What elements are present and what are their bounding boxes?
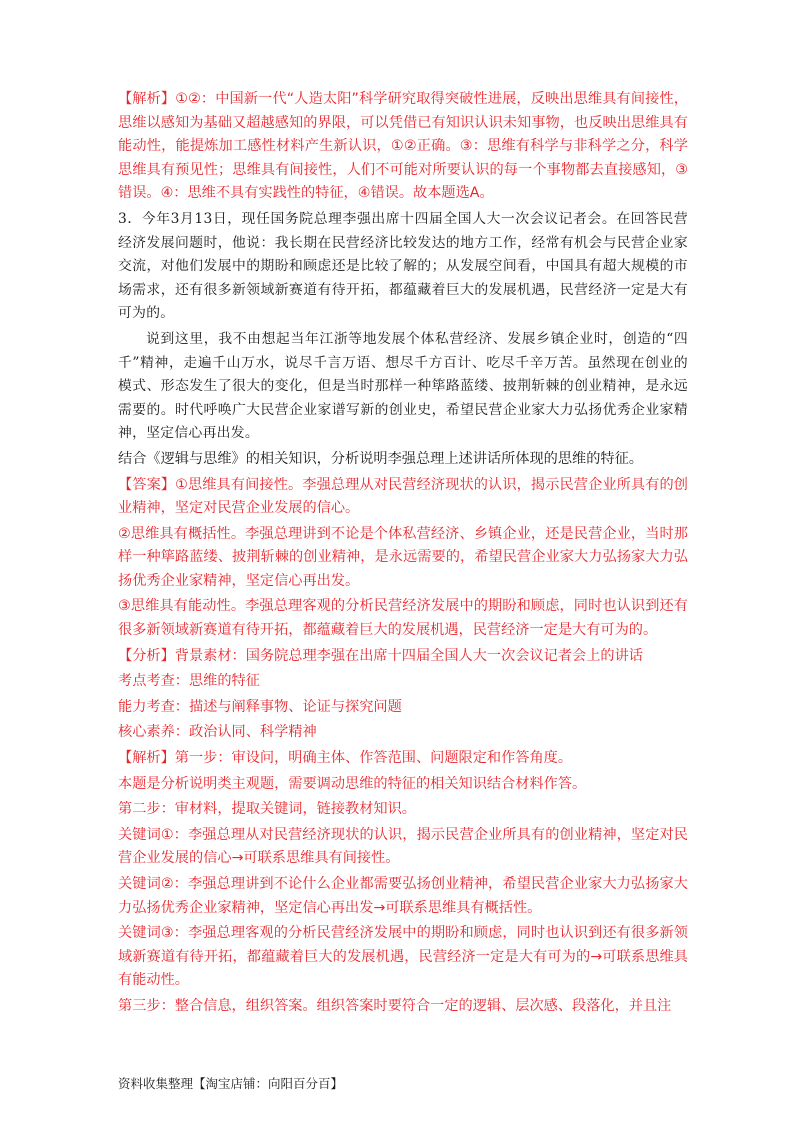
answer-point-2: ②思维具有概括性。李强总理讲到不论是个体私营经济、乡镇企业，还是民营企业，当时那样一种筚路蓝缕、披荆斩棘的创业精神，是永远需要的，希望民营企业家大力弘扬家大力弘扬优秀企业家精神，坚定信心再出发。 [118,525,688,589]
page-footer: 资料收集整理【淘宝店铺：向阳百分百】 [118,1076,344,1091]
analysis-paragraph-q2: 【解析】①②：中国新一代“人造太阳”科学研究取得突破性进展，反映出思维具有间接性，思维以感知为基础又超越感知的界限，可以凭借已有知识认识未知事物，也反映出思维具有能动性，能提炼加工感性材料产生新认识，①②正确。③：思维有科学与非科学之分，科学思维具有预见性；思维具有间接性，人们不可能对所要认识的每一个事物都去直接感知，③错误。④：思维不具有实践性的特征，④错误。故本题选A。 [118,91,688,202]
keyword-1: 关键词①：李强总理从对民营经济现状的认识，揭示民营企业所具有的创业精神，坚定对民营企业发展的信心→可联系思维具有间接性。 [118,826,688,867]
solution-step-2: 第二步：审材料，提取关键词，链接教材知识。 [118,801,416,818]
keyword-2: 关键词②：李强总理讲到不论什么企业都需要弘扬创业精神，希望民营企业家大力弘扬家大力弘扬优秀企业家精神，坚定信心再出发→可联系思维具有概括性。 [118,876,688,916]
analysis-background: 【分析】背景素材：国务院总理李强在出席十四届全国人大一次会议记者会上的讲话 [118,647,643,664]
question-3-prompt: 结合《逻辑与思维》的相关知识，分析说明李强总理上述讲话所体现的思维的特征。 [118,450,643,467]
solution-step-1-detail: 本题是分析说明类主观题，需要调动思维的特征的相关知识结合材料作答。 [118,775,587,792]
solution-step-3: 第三步：整合信息，组织答案。组织答案时要符合一定的逻辑、层次感、段落化，并且注 [118,997,672,1014]
analysis-ability: 能力考查：描述与阐释事物、论证与探究问题 [118,698,402,715]
question-3-stem: 3．今年3月13日，现任国务院总理李强出席十四届全国人大一次会议记者会。在回答民营经济发展问题时，他说：我长期在民营经济比较发达的地方工作，经常有机会与民营企业家交流，对他们发展中的期盼和顾虑还是比较了解的；从发展空间看，中国具有超大规模的市场需求，还有很多新领域新赛道有待开拓，都蕴藏着巨大的发展机遇，民营经济一定是大有可为的。 [118,210,688,322]
answer-point-3: ③思维具有能动性。李强总理客观的分析民营经济发展中的期盼和顾虑，同时也认识到还有很多新领域新赛道有待开拓，都蕴藏着巨大的发展机遇，民营经济一定是大有可为的。 [118,598,688,639]
question-3-quote: 说到这里，我不由想起当年江浙等地发展个体私营经济、发展乡镇企业时，创造的“四千”精神，走遍千山万水，说尽千言万语、想尽千方百计、吃尽千辛万苦。虽然现在创业的模式、形态发生了很大的变化，但是当时那样一种筚路蓝缕、披荆斩棘的创业精神，是永远需要的。时代呼唤广大民营企业家谱写新的创业史，希望民营企业家大力弘扬优秀企业家精神，坚定信心再出发。 [118,330,688,442]
analysis-literacy: 核心素养：政治认同、科学精神 [118,724,317,741]
answer-point-1: 【答案】①思维具有间接性。李强总理从对民营经济现状的认识，揭示民营企业所具有的创业精神，坚定对民营企业发展的信心。 [118,476,688,517]
solution-step-1: 【解析】第一步：审设问，明确主体、作答范围、问题限定和作答角度。 [118,750,573,767]
keyword-3: 关键词③：李强总理客观的分析民营经济发展中的期盼和顾虑，同时也认识到还有很多新领域新赛道有待开拓，都蕴藏着巨大的发展机遇，民营经济一定是大有可为的→可联系思维具有能动性。 [118,925,688,989]
analysis-knowledge: 考点考查：思维的特征 [118,673,260,690]
document-body [118,88,688,1019]
